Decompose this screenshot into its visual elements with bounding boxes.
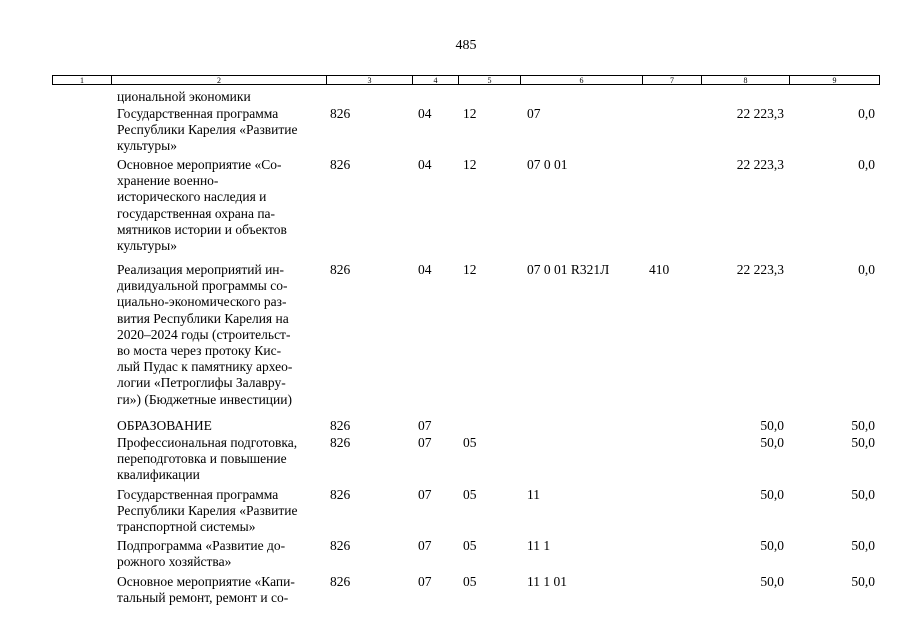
column-header-8: 8: [702, 76, 790, 84]
row-amount-9: 50,0: [851, 487, 875, 502]
column-header-3: 3: [327, 76, 413, 84]
column-header-5: 5: [459, 76, 521, 84]
row-code-4: 07: [418, 418, 432, 433]
page-number: 485: [455, 38, 477, 53]
row-amount-8: 50,0: [760, 538, 784, 553]
row-name: Государственная программа Республики Карелия «Развитие транспортной системы»: [117, 487, 298, 535]
column-header-4: 4: [413, 76, 459, 84]
row-code-5: 05: [463, 574, 477, 589]
row-amount-8: 22 223,3: [736, 157, 784, 172]
row-amount-8: 50,0: [760, 435, 784, 450]
row-code-5: 12: [463, 262, 477, 277]
row-code-3: 826: [330, 574, 351, 589]
column-header-9: 9: [832, 76, 837, 85]
row-code-7: 410: [649, 262, 670, 277]
row-amount-8: 22 223,3: [736, 262, 784, 277]
column-header-7: 7: [643, 76, 702, 84]
row-code-5: 12: [463, 106, 477, 121]
row-code-3: 826: [330, 487, 351, 502]
row-name: Реализация мероприятий ин- дивидуальной программы со- циально-экономического раз- вития Республики Карелия на 2020–2024 годы (строительст- во моста через протоку Кис- лый Пудас к памятнику архео- логии «Петроглифы Залавру- ги») (Бюджетные инвестиции): [117, 262, 293, 407]
row-amount-9: 50,0: [851, 574, 875, 589]
table-header: [52, 75, 880, 85]
column-header-1: 1: [53, 76, 112, 84]
row-amount-8: 50,0: [760, 487, 784, 502]
row-code-4: 04: [418, 262, 432, 277]
row-amount-9: 50,0: [851, 435, 875, 450]
row-code-4: 07: [418, 574, 432, 589]
row-code-6: 11: [527, 487, 540, 502]
row-amount-9: 50,0: [851, 538, 875, 553]
row-name: ОБРАЗОВАНИЕ: [117, 418, 212, 433]
row-name: циональной экономики: [117, 89, 251, 104]
row-name: Государственная программа Республики Карелия «Развитие культуры»: [117, 106, 298, 154]
row-code-4: 04: [418, 106, 432, 121]
row-name: Профессиональная подготовка, переподготовка и повышение квалификации: [117, 435, 298, 483]
row-amount-8: 50,0: [760, 574, 784, 589]
row-code-5: 12: [463, 157, 477, 172]
row-code-6: 07 0 01 R321Л: [527, 262, 610, 277]
row-code-3: 826: [330, 262, 351, 277]
row-code-5: 05: [463, 538, 477, 553]
row-code-4: 07: [418, 538, 432, 553]
row-code-6: 11 1 01: [527, 574, 567, 589]
row-code-5: 05: [463, 487, 477, 502]
row-code-3: 826: [330, 106, 351, 121]
row-code-3: 826: [330, 157, 351, 172]
row-name: Основное мероприятие «Со- хранение военно- исторического наследия и государственная охрана па- мятников истории и объектов культуры»: [117, 157, 287, 254]
row-code-4: 04: [418, 157, 432, 172]
row-amount-9: 50,0: [851, 418, 875, 433]
row-code-4: 07: [418, 487, 432, 502]
row-code-3: 826: [330, 418, 351, 433]
row-name: Подпрограмма «Развитие до- рожного хозяйства»: [117, 538, 286, 570]
row-amount-8: 22 223,3: [736, 106, 784, 121]
row-amount-9: 0,0: [858, 157, 875, 172]
row-name: Основное мероприятие «Капи- тальный ремонт, ремонт и со-: [117, 574, 295, 606]
row-code-3: 826: [330, 538, 351, 553]
row-code-6: 07: [527, 106, 541, 121]
row-amount-9: 0,0: [858, 262, 875, 277]
row-amount-9: 0,0: [858, 106, 875, 121]
row-code-6: 07 0 01: [527, 157, 568, 172]
row-code-3: 826: [330, 435, 351, 450]
column-header-6: 6: [521, 76, 643, 84]
row-amount-8: 50,0: [760, 418, 784, 433]
row-code-4: 07: [418, 435, 432, 450]
row-code-5: 05: [463, 435, 477, 450]
row-code-6: 11 1: [527, 538, 551, 553]
column-header-2: 2: [112, 76, 327, 84]
